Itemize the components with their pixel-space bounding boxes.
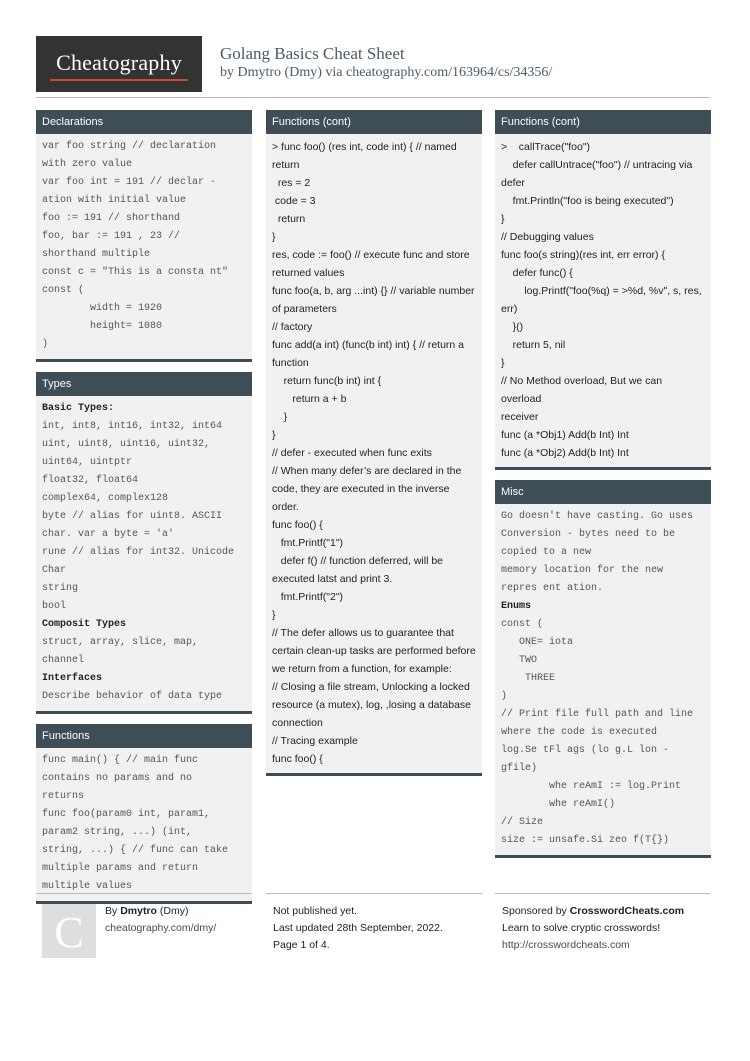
declarations-line: var foo int = 191 // declar -	[42, 177, 217, 188]
misc-line: log.Se tFl ags (lo g.L lon -	[501, 745, 670, 756]
types-line: complex64, complex128	[42, 493, 169, 504]
types-line: uint64, uintptr	[42, 457, 133, 468]
types-line: Basic Types:	[42, 403, 115, 414]
types-line: Char	[42, 565, 67, 576]
misc-line: gfile)	[501, 763, 538, 774]
sponsor-prefix: Sponsored by	[502, 905, 567, 917]
functions-cont2-heading: Functions (cont)	[495, 110, 711, 134]
functions-cont-line: of parameters	[272, 303, 337, 315]
declarations-line: const c = "This is a consta nt"	[42, 267, 229, 278]
functions-line: func main() { // main func	[42, 755, 199, 766]
sponsor-line	[502, 903, 684, 920]
declarations-line: )	[42, 339, 49, 350]
types-line: Describe behavior of data type	[42, 691, 223, 702]
types-heading: Types	[36, 372, 252, 396]
functions-cont2-line: func foo(s string)(res int, err error) {	[501, 249, 665, 261]
types-line: float32, float64	[42, 475, 139, 486]
functions-cont-line: we return from a function, for example:	[272, 663, 452, 675]
functions-line: multiple params and return	[42, 863, 199, 874]
author-avatar[interactable]	[42, 904, 96, 958]
misc-line: whe reAmI()	[501, 799, 616, 810]
types-line: rune // alias for int32. Unicode	[42, 547, 235, 558]
footer-publish-info	[266, 893, 482, 964]
misc-line: where the code is executed	[501, 727, 658, 738]
types-line: int, int8, int16, int32, int64	[42, 421, 223, 432]
functions-line: returns	[42, 791, 85, 802]
types-body	[36, 396, 252, 711]
author-line	[105, 903, 188, 920]
functions-cont2-line: defer callUntrace("foo") // untracing via	[501, 159, 693, 171]
types-line: uint, uint8, uint16, uint32,	[42, 439, 211, 450]
author-name[interactable]: Dmytro	[120, 905, 157, 917]
functions-body	[36, 748, 252, 901]
functions-cont-line: certain clean-up tasks are performed before	[272, 645, 476, 657]
avatar-letter: C	[54, 908, 84, 957]
column-3	[495, 110, 711, 868]
misc-line: TWO	[501, 655, 538, 666]
types-line: string	[42, 583, 79, 594]
published-status: Not published yet.	[273, 905, 358, 917]
by-prefix: By	[105, 905, 118, 917]
logo-underline	[50, 79, 188, 81]
footer	[36, 893, 710, 963]
functions-cont-line: return	[272, 213, 306, 225]
functions-cont2-line: err)	[501, 303, 518, 315]
footer-sponsor	[495, 893, 710, 964]
functions-cont2-line: // Debugging values	[501, 231, 594, 243]
misc-line: Go doesn't have casting. Go uses	[501, 511, 694, 522]
functions-cont-line: returned values	[272, 267, 345, 279]
functions-cont-line: resource (a mutex), log, ,losing a database	[272, 699, 472, 711]
functions-cont-line: }	[272, 231, 276, 243]
functions-cont-line: func foo() {	[272, 753, 323, 765]
author-handle: (Dmy)	[159, 905, 189, 917]
types-line: struct, array, slice, map,	[42, 637, 199, 648]
declarations-line: height= 1080	[42, 321, 163, 332]
functions-cont-line: }	[272, 429, 276, 441]
functions-cont2-line: func (a *Obj1) Add(b Int) Int	[501, 429, 629, 441]
misc-body	[495, 504, 711, 855]
misc-line: copied to a new	[501, 547, 592, 558]
declarations-heading: Declarations	[36, 110, 252, 134]
functions-cont2-line: > callTrace("foo")	[501, 141, 591, 153]
misc-line: memory location for the new	[501, 565, 664, 576]
misc-box	[495, 480, 711, 858]
misc-line: // Size	[501, 817, 544, 828]
author-url[interactable]: cheatography.com/dmy/	[105, 922, 217, 934]
misc-line: size := unsafe.Si zeo f(T{})	[501, 835, 670, 846]
functions-cont-line: order.	[272, 501, 299, 513]
misc-line: whe reAmI := log.Print	[501, 781, 682, 792]
functions-cont-line: function	[272, 357, 309, 369]
functions-cont-line: return	[272, 159, 300, 171]
misc-line: THREE	[501, 673, 556, 684]
functions-cont-line: res, code := foo() // execute func and store	[272, 249, 470, 261]
functions-cont2-line: receiver	[501, 411, 539, 423]
sponsor-tagline: Learn to solve cryptic crosswords!	[502, 922, 661, 934]
functions-cont-line: // The defer allows us to guarantee that	[272, 627, 454, 639]
logo-text: Cheatography	[56, 50, 182, 75]
byline-link[interactable]: by Dmytro (Dmy) via cheatography.com/163964/cs/34356/	[220, 65, 553, 80]
functions-cont-line: connection	[272, 717, 323, 729]
declarations-line: const (	[42, 285, 85, 296]
declarations-box	[36, 110, 252, 362]
functions-line: contains no params and no	[42, 773, 193, 784]
declarations-line: foo := 191 // shorthand	[42, 213, 181, 224]
functions-cont-line: executed latst and print 3.	[272, 573, 393, 585]
functions-cont-line: return a + b	[272, 393, 347, 405]
column-1	[36, 110, 252, 914]
misc-line: const (	[501, 619, 544, 630]
functions-cont-line: // defer - executed when func exits	[272, 447, 432, 459]
functions-cont-box	[266, 110, 482, 776]
header-divider	[36, 97, 710, 98]
functions-cont-line: func add(a int) (func(b int) int) { // return a	[272, 339, 465, 351]
functions-cont-line: // When many defer’s are declared in the	[272, 465, 462, 477]
misc-heading: Misc	[495, 480, 711, 504]
functions-cont-body	[266, 134, 482, 773]
misc-line: Conversion - bytes need to be	[501, 529, 676, 540]
footer-author	[36, 893, 252, 964]
functions-cont-line: // Tracing example	[272, 735, 358, 747]
types-line: Composit Types	[42, 619, 127, 630]
types-line: Interfaces	[42, 673, 103, 684]
header	[36, 36, 710, 92]
functions-box	[36, 724, 252, 904]
declarations-line: ation with initial value	[42, 195, 187, 206]
functions-cont-line: }	[272, 609, 276, 621]
functions-cont2-line: defer	[501, 177, 525, 189]
types-line: byte // alias for uint8. ASCII	[42, 511, 223, 522]
functions-cont-line: > func foo() (res int, code int) { // named	[272, 141, 457, 153]
functions-cont2-line: }()	[501, 321, 524, 333]
declarations-line: foo, bar := 191 , 23 //	[42, 231, 181, 242]
functions-cont-line: // factory	[272, 321, 313, 333]
misc-line: // Print file full path and line	[501, 709, 694, 720]
functions-cont-line: code, they are executed in the inverse	[272, 483, 450, 495]
page-title: Golang Basics Cheat Sheet	[220, 44, 405, 63]
column-2	[266, 110, 482, 786]
functions-cont2-box	[495, 110, 711, 470]
functions-cont2-line: }	[501, 213, 505, 225]
types-line: bool	[42, 601, 67, 612]
functions-cont-line: func foo() {	[272, 519, 323, 531]
functions-cont2-line: return 5, nil	[501, 339, 566, 351]
functions-cont2-line: defer func() {	[501, 267, 573, 279]
functions-cont-line: fmt.Printf("2")	[272, 591, 344, 603]
declarations-body	[36, 134, 252, 359]
misc-line: )	[501, 691, 508, 702]
functions-cont-heading: Functions (cont)	[266, 110, 482, 134]
declarations-line: shorthand multiple	[42, 249, 151, 260]
functions-cont-line: defer f() // function deferred, will be	[272, 555, 444, 567]
cheatography-logo[interactable]	[36, 36, 202, 92]
misc-line: repres ent ation.	[501, 583, 604, 594]
functions-cont2-line: func (a *Obj2) Add(b Int) Int	[501, 447, 629, 459]
functions-cont-line: return func(b int) int {	[272, 375, 382, 387]
functions-cont-line: res = 2	[272, 177, 311, 189]
functions-cont-line: fmt.Printf("1")	[272, 537, 344, 549]
functions-line: multiple values	[42, 881, 133, 892]
types-box	[36, 372, 252, 714]
declarations-line: var foo string // declaration	[42, 141, 217, 152]
functions-cont-line: code = 3	[272, 195, 316, 207]
functions-line: string, ...) { // func can take	[42, 845, 229, 856]
functions-cont2-body	[495, 134, 711, 467]
functions-cont-line: func foo(a, b, arg ...int) {} // variable number	[272, 285, 475, 297]
declarations-line: with zero value	[42, 159, 133, 170]
functions-cont-line: // Closing a file stream, Unlocking a locked	[272, 681, 470, 693]
functions-cont2-line: }	[501, 357, 505, 369]
functions-line: param2 string, ...) (int,	[42, 827, 193, 838]
last-updated: Last updated 28th September, 2022.	[273, 922, 443, 934]
misc-line: ONE= iota	[501, 637, 574, 648]
functions-cont2-line: // No Method overload, But we can overload	[501, 375, 666, 405]
functions-line: func foo(param0 int, param1,	[42, 809, 211, 820]
declarations-line: width = 1920	[42, 303, 163, 314]
types-line: channel	[42, 655, 85, 666]
sponsor-url[interactable]: http://crosswordcheats.com	[502, 939, 630, 951]
sponsor-name[interactable]: CrosswordCheats.com	[569, 905, 685, 917]
page-number: Page 1 of 4.	[273, 939, 330, 951]
functions-cont2-line: log.Printf("foo(%q) = >%d, %v", s, res,	[501, 285, 702, 297]
functions-heading: Functions	[36, 724, 252, 748]
misc-line: Enums	[501, 601, 532, 612]
functions-cont-line: }	[272, 411, 288, 423]
types-line: char. var a byte = 'a'	[42, 529, 175, 540]
functions-cont2-line: fmt.Println("foo is being executed")	[501, 195, 674, 207]
